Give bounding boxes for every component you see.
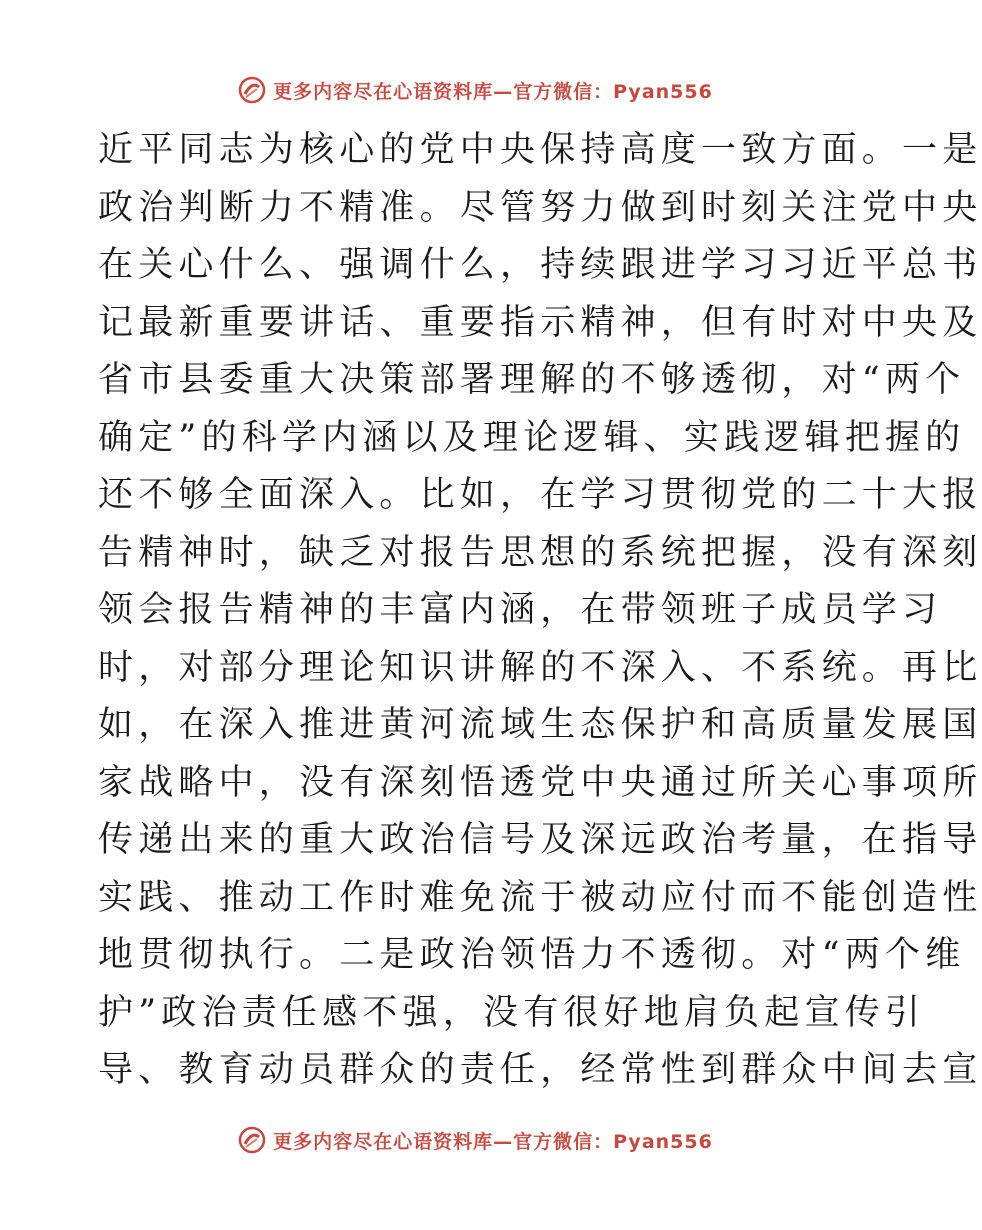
text-line: 传递出来的重大政治信号及深远政治考量，在指导 (98, 820, 982, 860)
text-line: 导、教育动员群众的责任，经常性到群众中间去宣 (98, 1050, 982, 1090)
text-line: 在关心什么、强调什么，持续跟进学习习近平总书 (98, 245, 982, 285)
text-line: 领会报告精神的丰富内涵，在带领班子成员学习 (98, 590, 943, 630)
text-line: 确定”的科学内涵以及理论逻辑、实践逻辑把握的 (98, 417, 966, 458)
text-line: 告精神时，缺乏对报告思想的系统把握，没有深刻 (98, 532, 982, 573)
text-line: 政治判断力不精准。尽管努力做到时刻关注党中央 (98, 187, 982, 228)
text-line: 记最新重要讲话、重要指示精神，但有时对中央及 (98, 302, 982, 343)
text-line: 近平同志为核心的党中央保持高度一致方面。一是 (98, 130, 982, 170)
text-line: 还不够全面深入。比如，在学习贯彻党的二十大报 (98, 475, 982, 515)
text-line: 如，在深入推进黄河流域生态保护和高质量发展国 (98, 705, 982, 745)
text-line: 地贯彻执行。二是政治领悟力不透彻。对“两个维 (98, 935, 966, 975)
header-watermark (0, 70, 950, 110)
text-line: 护”政治责任感不强，没有很好地肩负起宣传引 (98, 992, 926, 1033)
document-body (98, 122, 982, 1100)
text-line: 家战略中，没有深刻悟透党中央通过所关心事项所 (98, 762, 982, 803)
text-line: 时，对部分理论知识讲解的不深入、不系统。再比 (98, 647, 982, 688)
watermark-text: 更多内容尽在心语资料库—官方微信：Pyan556 (273, 80, 713, 103)
text-line: 省市县委重大决策部署理解的不够透彻，对“两个 (98, 360, 966, 400)
watermark-logo-icon (237, 1125, 267, 1155)
watermark-text: 更多内容尽在心语资料库—官方微信：Pyan556 (273, 1130, 713, 1153)
text-line: 实践、推动工作时难免流于被动应付而不能创造性 (98, 877, 982, 918)
footer-watermark (0, 1120, 950, 1160)
watermark-logo-icon (237, 75, 267, 105)
